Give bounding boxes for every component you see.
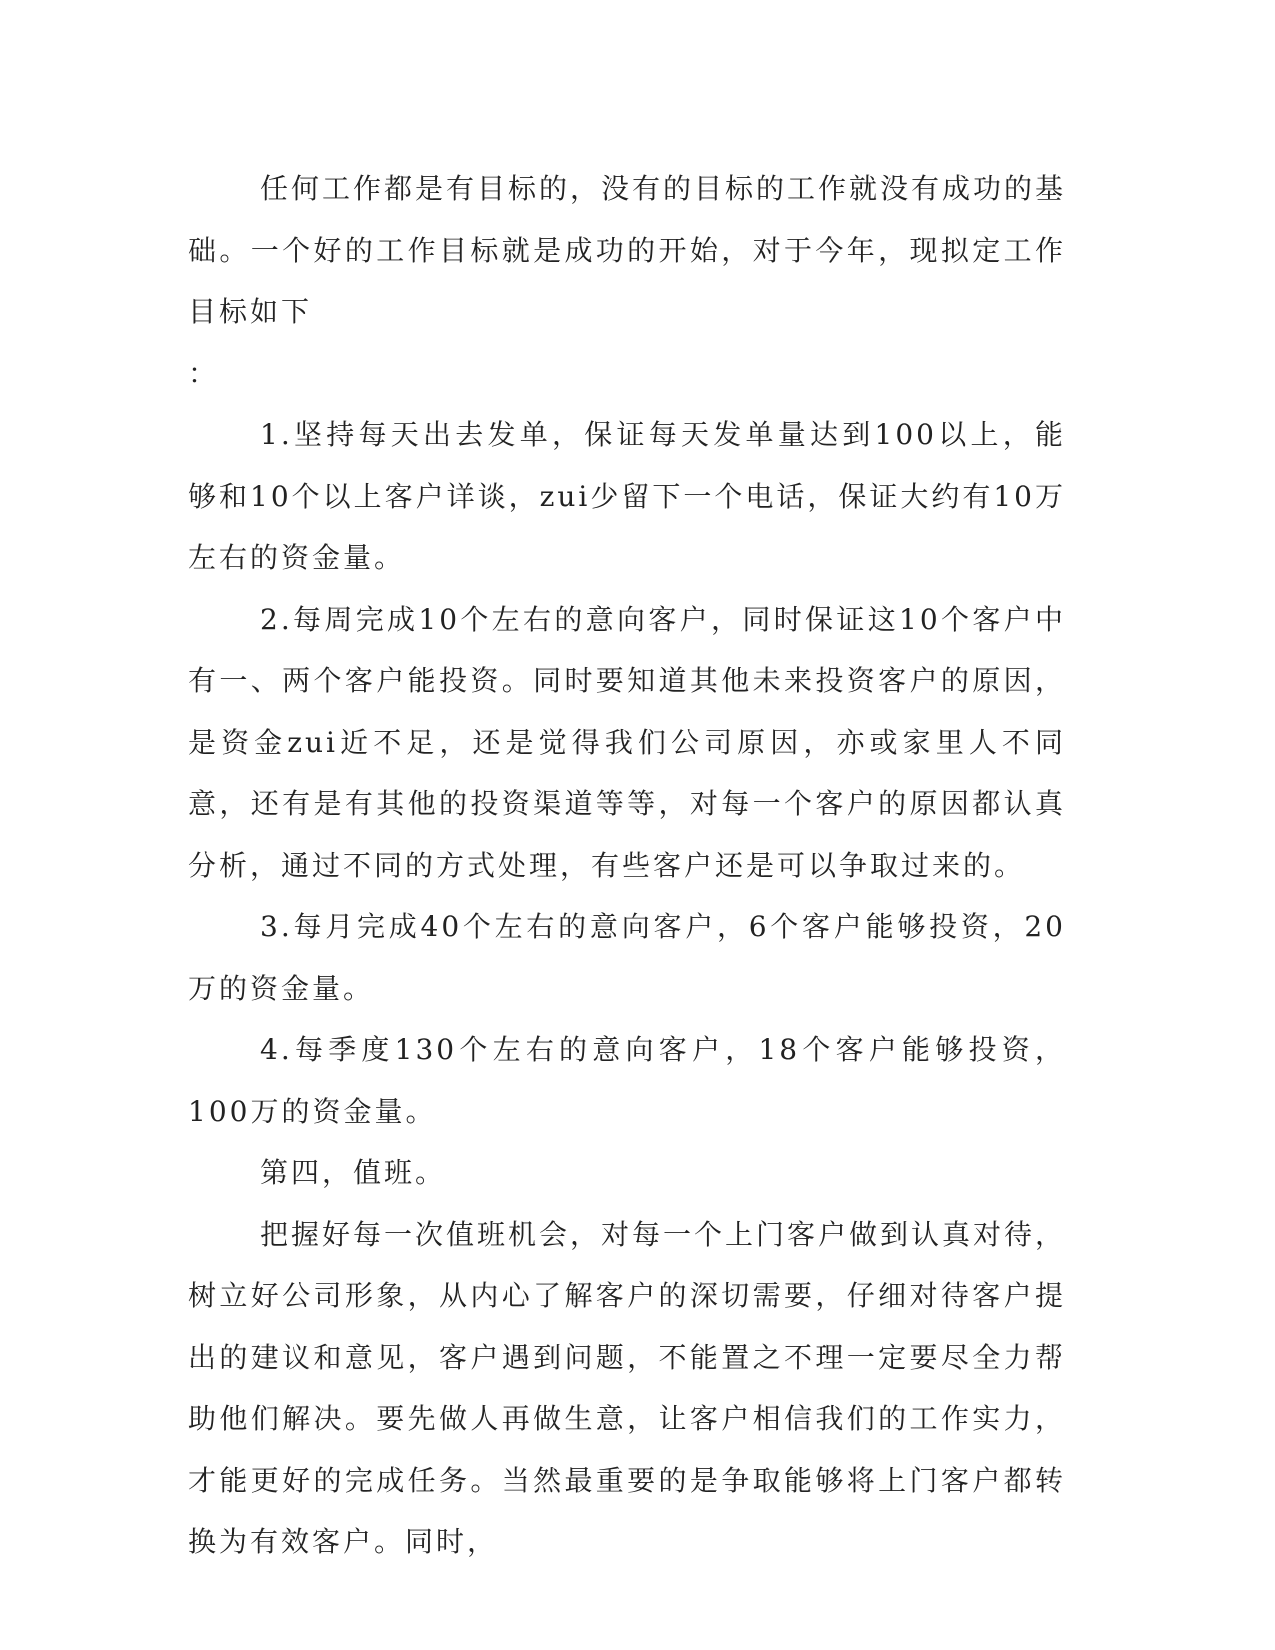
paragraph-goal-3: 3.每月完成40个左右的意向客户，6个客户能够投资，20万的资金量。 [188,910,1066,1005]
paragraph-goal-4: 4.每季度130个左右的意向客户，18个客户能够投资，100万的资金量。 [188,1033,1066,1128]
paragraph-goals-intro: 任何工作都是有目标的，没有的目标的工作就没有成功的基础。一个好的工作目标就是成功的开始，对于今年，现拟定工作目标如下 [188,172,1067,328]
section-heading-duty: 第四，值班。 [260,1156,447,1189]
document-body [188,158,1066,1573]
paragraph-duty: 把握好每一次值班机会，对每一个上门客户做到认真对待，树立好公司形象，从内心了解客户的深切需要，仔细对待客户提出的建议和意见，客户遇到问题，不能置之不理一定要尽全力帮助他们解决。要先做人再做生意，让客户相信我们的工作实力，才能更好的完成任务。当然最重要的是争取能够将上门客户都转换为有效客户。同时， [188,1217,1067,1558]
paragraph-goal-2: 2.每周完成10个左右的意向客户，同时保证这10个客户中有一、两个客户能投资。同时要知道其他未来投资客户的原因，是资金zui近不足，还是觉得我们公司原因，亦或家里人不同意，还有是有其他的投资渠道等等，对每一个客户的原因都认真分析，通过不同的方式处理，有些客户还是可以争取过来的。 [188,602,1066,882]
paragraph-colon: ： [188,356,220,390]
paragraph-goal-1: 1.坚持每天出去发单，保证每天发单量达到100以上，能够和10个以上客户详谈，zui少留下一个电话，保证大约有10万左右的资金量。 [188,418,1067,574]
